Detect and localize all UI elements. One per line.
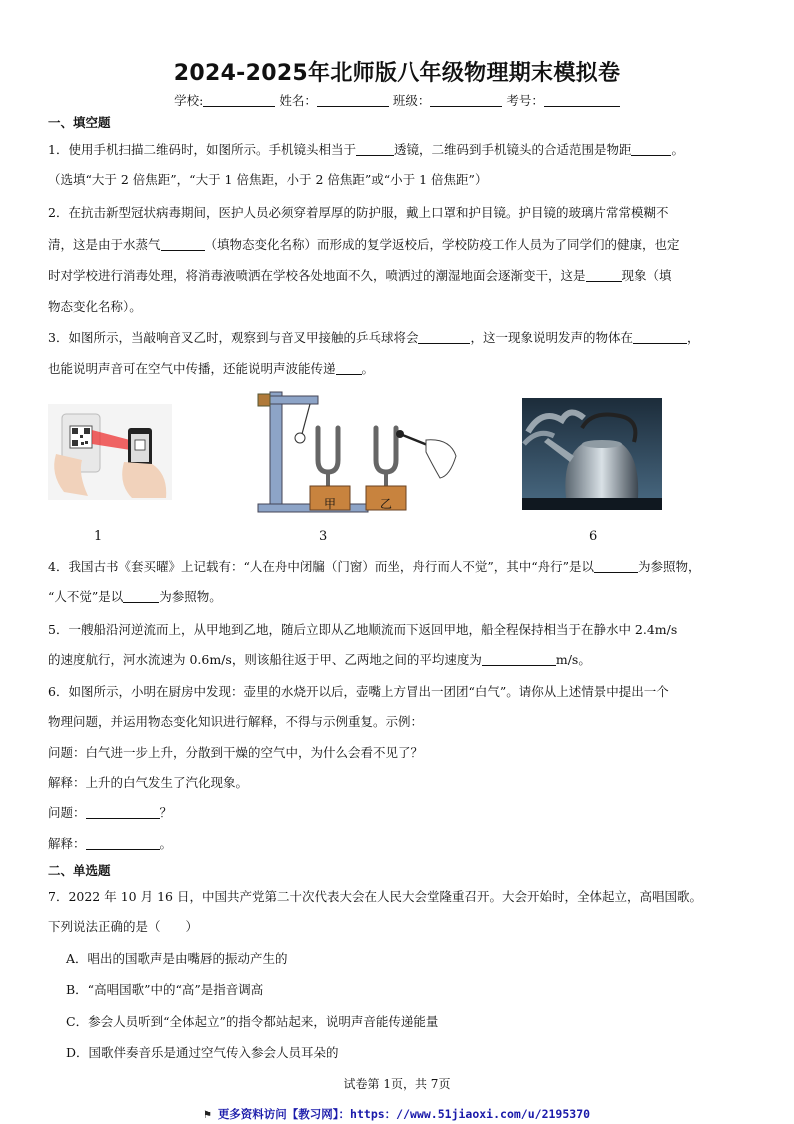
figure-label-6: 6 [589, 529, 598, 544]
q6-text-d: 。 [159, 836, 173, 851]
promo-text: 更多资料访问【教习网】：https：//www.51jiaoxi.com/u/2195370 [217, 1107, 591, 1121]
q6-example-question: 问题：白气进一步上升，分散到干燥的空气中，为什么会看不见了？ [48, 745, 424, 760]
q7-line-2: 下列说法正确的是（ ） [48, 919, 199, 934]
q1-blank-1[interactable] [356, 143, 394, 156]
q6-text-b: ？ [159, 805, 173, 820]
q4-blank-2[interactable] [123, 590, 159, 603]
promo-link[interactable] [0, 1106, 794, 1122]
section-title-single-choice: 二、单选题 [48, 863, 111, 878]
q4-text-b: 为参照物， [638, 559, 701, 574]
class-label: 班级： [392, 93, 431, 108]
q4-blank-1[interactable] [594, 560, 638, 573]
q1-blank-2[interactable] [631, 143, 671, 156]
class-blank[interactable] [430, 94, 502, 107]
q3-text-e: 。 [361, 361, 375, 376]
figure-3-tuning-forks [250, 390, 462, 516]
q4-line-2 [48, 587, 222, 605]
q7-option-d[interactable]: D．国歌伴奏音乐是通过空气传入参会人员耳朵的 [66, 1045, 339, 1060]
q2-blank-1[interactable] [161, 238, 205, 251]
q4-text-d: 为参照物。 [159, 589, 222, 604]
section-title-fill-blank: 一、填空题 [48, 115, 111, 130]
q3-blank-1[interactable] [418, 331, 470, 344]
q6-text-a: 问题： [48, 805, 86, 820]
q2-line-4: 物态变化名称）。 [48, 299, 142, 314]
q2-text-a: 清，这是由于水蒸气 [48, 237, 161, 252]
q1-text-a: 1．使用手机扫描二维码时，如图所示。手机镜头相当于 [48, 142, 356, 157]
q7-option-c[interactable]: C．参会人员听到“全体起立”的指令都站起来，说明声音能传递能量 [66, 1014, 439, 1029]
q4-text-a: 4．我国古书《套买曜》上记载有：“人在舟中闭牖（门窗）而坐，舟行而人不觉”，其中“舟行”是以 [48, 559, 595, 574]
q6-example-answer: 解释：上升的白气发生了汽化现象。 [48, 775, 249, 790]
student-info-line [0, 91, 794, 109]
q1-text-c: 。 [671, 142, 684, 157]
q2-line-1: 2．在抗击新型冠状病毒期间，医护人员必须穿着厚厚的防护服，戴上口罩和护目镜。护目镜的玻璃片常常模糊不 [48, 205, 669, 220]
figure-label-3: 3 [319, 529, 328, 544]
school-blank[interactable] [203, 94, 275, 107]
q2-line-3 [48, 266, 672, 284]
q6-answer-line [48, 834, 172, 852]
q4-text-c: “人不觉”是以 [48, 589, 124, 604]
q6-line-1: 6．如图所示，小明在厨房中发现：壶里的水烧开以后，壶嘴上方冒出一团团“白气”。请你从上述情景中提出一个 [48, 684, 669, 699]
q1-line-1 [48, 140, 684, 158]
q6-question-line [48, 803, 172, 821]
q6-line-2: 物理问题，并运用物态变化知识进行解释，不得与示例重复。示例： [48, 714, 424, 729]
figure-1-qr-scan [48, 404, 172, 500]
page-footer: 试卷第 1页，共 7页 [343, 1077, 451, 1091]
q3-blank-3[interactable] [336, 362, 362, 375]
flag-icon: ⚑ [203, 1107, 211, 1121]
figure-6-kettle [522, 398, 662, 510]
exam-number-label: 考号： [506, 93, 544, 108]
exam-title: 2024-2025年北师版八年级物理期末模拟卷 [173, 61, 621, 86]
q2-text-b: （填物态变化名称）而形成的复学返校后，学校防疫工作人员为了同学们的健康，也定 [204, 237, 680, 252]
figure-label-1: 1 [94, 529, 103, 544]
q3-blank-2[interactable] [633, 331, 687, 344]
fork-label-yi: 乙 [379, 497, 392, 511]
q4-line-1 [48, 557, 701, 575]
name-label: 姓名： [279, 93, 317, 108]
q5-line-2 [48, 650, 591, 668]
q2-blank-2[interactable] [586, 269, 622, 282]
exam-number-blank[interactable] [544, 94, 620, 107]
q7-option-b[interactable]: B．“高唱国歌”中的“高”是指音调高 [66, 982, 264, 997]
q5-line-1: 5．一艘船沿河逆流而上，从甲地到乙地，随后立即从乙地顺流而下返回甲地，船全程保持相当于在静水中 2.4m/s [48, 622, 678, 637]
school-label: 学校: [174, 93, 204, 108]
fork-label-jia: 甲 [323, 497, 336, 511]
q3-text-b: ，这一现象说明发声的物体在 [470, 330, 633, 345]
q5-text-b: m/s。 [555, 652, 591, 667]
q1-line-2: （选填“大于 2 倍焦距”，“大于 1 倍焦距，小于 2 倍焦距”或“小于 1 倍焦距”） [48, 172, 488, 187]
q7-option-a[interactable]: A．唱出的国歌声是由嘴唇的振动产生的 [66, 951, 288, 966]
q6-blank-2[interactable] [86, 837, 160, 850]
q3-line-2 [48, 359, 374, 377]
name-blank[interactable] [317, 94, 389, 107]
q5-text-a: 的速度航行，河水流速为 0.6m/s，则该船往返于甲、乙两地之间的平均速度为 [48, 652, 482, 667]
q3-text-c: ， [686, 330, 700, 345]
q7-line-1: 7．2022 年 10 月 16 日，中国共产党第二十次代表大会在人民大会堂隆重召开。大会开始时，全体起立，高唱国歌。 [48, 889, 702, 904]
q3-text-d: 也能说明声音可在空气中传播，还能说明声波能传递 [48, 361, 336, 376]
q2-line-2 [48, 235, 680, 253]
q2-text-c: 时对学校进行消毒处理，将消毒液喷洒在学校各处地面不久，喷洒过的潮湿地面会逐渐变干，这是 [48, 268, 586, 283]
q6-text-c: 解释： [48, 836, 86, 851]
q3-text-a: 3．如图所示，当敲响音叉乙时，观察到与音叉甲接触的乒乓球将会 [48, 330, 419, 345]
q2-text-d: 现象（填 [621, 268, 672, 283]
q1-text-b: 透镜，二维码到手机镜头的合适范围是物距 [393, 142, 632, 157]
q3-line-1 [48, 328, 700, 346]
q5-blank-1[interactable] [482, 653, 556, 666]
q6-blank-1[interactable] [86, 806, 160, 819]
